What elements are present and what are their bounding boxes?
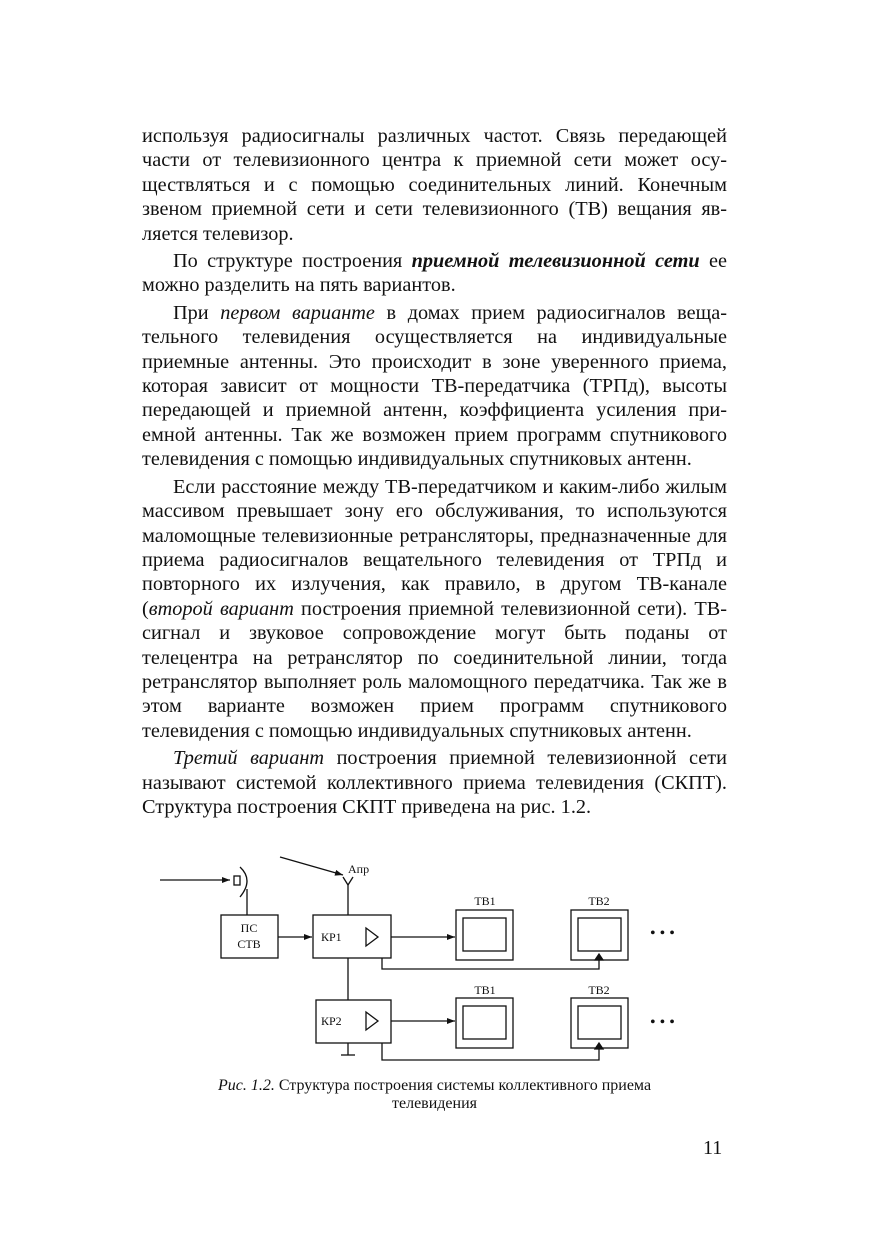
paragraph-3: [142, 301, 727, 472]
paragraph-4-text-b: построения приемной телевизионной сети). ТВ-сигнал и звуковое сопровождение могут быть поданы от телецентра на ретранслятор по соединительной линии, тогда ретранслятор выполняет роль маломощного передатчика. Так же в этом варианте возможен прием программ спутникового телевидения с помощью индивидуальных спутниковых антенн.: [142, 597, 727, 742]
paragraph-3-text-b: в домах прием радиосигналов вещательного телевидения осуществляется на индивидуальные приемные антенны. Это происходит в зоне уверенного приема, которая зависит от мощности ТВ-передатчика (ТРПд), высоты передающей и приемной антенн, коэффициента усиления приемной антенны. Так же возможен прием программ спутникового телевидения с помощью индивидуальных спутниковых антенн.: [142, 301, 727, 471]
kr1-amplifier-icon: [366, 928, 378, 946]
emphasis-second-variant: второй вариант: [148, 597, 294, 620]
kr2-amplifier-icon: [366, 1012, 378, 1030]
paragraph-1-text: используя радиосигналы различных частот. Связь передающей части от телевизионного центра к приемной сети может осуществляться и с помощью соединительных линий. Конечным звеном приемной сети и сети телевизионного (ТВ) вещания является телевизор.: [142, 125, 727, 245]
figure-caption: [142, 1077, 727, 1113]
tv2-row2-label: ТВ2: [588, 983, 610, 997]
diagram-svg: [150, 855, 725, 1070]
tv2-row1-label: ТВ2: [588, 894, 610, 908]
antenna-icon: [343, 877, 353, 885]
paragraph-4-text-a: Если расстояние между ТВ-передатчиком и каким-либо жилым массивом превышает зону его обслуживания, то используются маломощные телевизионные ретрансляторы, предназначенные для приема радиосигналов вещательного телевидения от ТРПд и повторного их излучения, как правило, в другом ТВ-канале (: [142, 475, 727, 620]
caption-line1: Структура построения системы коллективного приема: [278, 1077, 652, 1094]
kr2-label: КР2: [321, 1014, 342, 1028]
caption-number: Рис. 1.2.: [217, 1077, 275, 1094]
paragraph-2: [142, 249, 727, 298]
satellite-dish-icon: [240, 867, 247, 897]
tv1-row1-label: ТВ1: [474, 894, 496, 908]
paragraph-3-text-a: При: [173, 301, 221, 324]
figure-skpt-diagram: [150, 855, 725, 1070]
kr1-to-tv2-arrowhead: [595, 954, 603, 960]
paragraph-5: [142, 746, 727, 819]
tv2-row2-screen: [578, 1006, 621, 1039]
tv2-row1-screen: [578, 918, 621, 951]
emphasis-receiving-network: приемной телевизионной сети: [411, 250, 700, 273]
tv1-row1-screen: [463, 918, 506, 951]
ps-label-line1: ПС: [240, 921, 258, 935]
paragraph-1: [142, 124, 727, 246]
main-text: [142, 124, 727, 819]
paragraph-2-text-b: ее можно разделить на пять вариантов.: [142, 250, 727, 297]
tv1-row2-screen: [463, 1006, 506, 1039]
paragraph-2-text-a: По структуре построения: [173, 250, 412, 273]
page-number: 11: [703, 1137, 723, 1159]
paragraph-5-text: построения приемной телевизионной сети называют системой коллективного приема телевидения (СКПТ). Структура построения СКПТ приведена на рис. 1.2.: [142, 747, 727, 818]
emphasis-third-variant: Третий вариант: [173, 747, 325, 770]
tv1-row2-label: ТВ1: [474, 983, 496, 997]
antenna-signal-arrow: [280, 857, 343, 875]
caption-line2: телевидения: [391, 1095, 478, 1112]
antenna-label: Апр: [348, 862, 370, 876]
ellipsis-row1: • • •: [650, 925, 675, 942]
paragraph-4: [142, 475, 727, 743]
emphasis-first-variant: первом варианте: [220, 301, 375, 324]
ps-label-line2: СТВ: [237, 937, 261, 951]
dish-feed: [234, 876, 240, 885]
ellipsis-row2: • • •: [650, 1014, 675, 1031]
kr1-label: КР1: [321, 930, 342, 944]
kr2-to-tv2-line: [382, 1043, 599, 1060]
